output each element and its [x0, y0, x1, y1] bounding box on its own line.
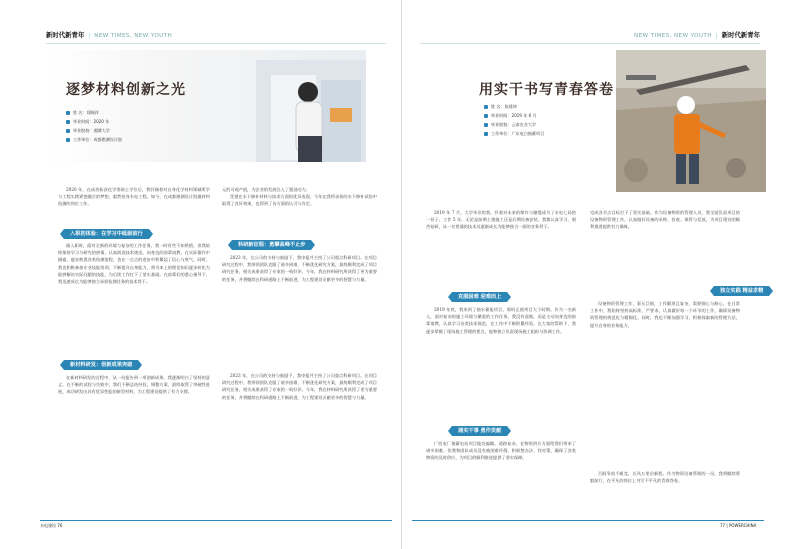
left-hero-image	[46, 50, 366, 162]
left-subheading-2: 新材料研发：创新成果突破	[64, 360, 138, 370]
left-header-sep: |	[88, 33, 91, 39]
left-page-number: 76	[57, 523, 63, 528]
left-header	[46, 30, 172, 39]
right-section-2-body: 广西电厂抽蓄电站项目地处偏僻，道路复杂，在物资供应方面给我们带来了诸多困难。但我和团队成员没有被困难吓倒，积极想办法、找对策，确保了各类物资的及时供应，为项目的顺利推进提供了坚实保障。	[426, 441, 576, 461]
right-footer-mag: POWERCHINA	[728, 523, 757, 528]
left-column-1	[58, 186, 210, 208]
bullet-icon	[66, 138, 70, 142]
right-page-number: 77	[720, 523, 726, 528]
left-subheading-3: 科研新征程：勇攀高峰不止步	[232, 240, 311, 250]
left-info-row: 毕业时间： 2020 年	[66, 117, 122, 126]
right-page	[402, 0, 804, 549]
left-column-2-bottom: 2023 年，在公司的支持与鼓励下，我申报并主持了公司重点科研项目。在项目研究过程中，我带领团队克服了诸多困难，不断优化研究方案，最终顺利完成了项目研究任务，相关成果获得了专家的一致好评。今年，我在材料研究所获得了更为重要的任务，并将继续在科研道路上不断前进，为工程建设贡献更多的智慧与力量。	[222, 373, 377, 400]
right-info-row: 姓 名： 陈建坤	[484, 102, 544, 111]
right-footer-line	[412, 520, 764, 521]
right-section-1-body: 2019 年底，我来到了抽水蓄能项目，那时正值项目大干时期。作为一名新人，面对复杂的施工环境与繁重的工作任务，我没有退缩，而是主动向身边的前辈请教，认真学习各类技术规范，在工作中不断积累经验。在大家的帮助下，我逐步掌握了现场施工管理的要点，能够独立负责现场施工组织与协调工作。	[426, 307, 576, 334]
right-subheading-3: 独立实践 精益求精	[714, 286, 769, 296]
left-section-title: 新时代新青年	[46, 31, 85, 39]
bullet-icon	[484, 123, 488, 127]
right-header-line	[420, 43, 760, 44]
right-header	[634, 30, 760, 39]
left-info-row: 毕业院校： 湘潭大学	[66, 126, 122, 135]
right-hero-image	[616, 50, 766, 192]
right-article-title: 用实干书写青春答卷	[479, 82, 614, 98]
right-header-sep: |	[715, 33, 718, 39]
left-info-row: 姓 名： 翔锡祥	[66, 108, 122, 117]
bullet-icon	[66, 129, 70, 133]
right-info-row: 工作单位： 广东电白抽蓄项目	[484, 129, 544, 138]
right-column-2-top: 完成各节点目标打下了坚实基础。作为设备物资的管理人员，我全面负责项目的设备物资管理工作，认真做好设备的采购、验收、保管与发放，为项目建设的顺利推进提供有力保障。	[590, 210, 740, 230]
left-footer-mag: 水电建设	[40, 523, 56, 528]
right-subheading-1: 克服困难 迎难而上	[452, 292, 507, 302]
bullet-icon	[484, 105, 488, 109]
left-article-title: 逐梦材料创新之光	[66, 82, 186, 98]
right-section-title: 新时代新青年	[721, 31, 761, 39]
right-header-en: NEW TIMES, NEW YOUTH	[634, 33, 712, 39]
left-column-2-top: 元的可观产值，为企业的发展注入了强劲动力。 凭借在水下修补材料与技术方面的优异表现，今年在我所承担的水下修补试验中取得了良好效果，也得到了各方面的认可与肯定。	[222, 187, 377, 207]
right-closing-paragraph: 百舸争流千帆竞，长风万里启新程。作为物资设备管理的一员，我将继续勇毅前行，在平凡的岗位上书写不平凡的青春答卷。	[590, 471, 740, 484]
left-subheading-1: 入职初体验：在学习中砥砺前行	[64, 229, 149, 239]
left-info-row: 工作单位： 成都勘测设计院	[66, 135, 122, 144]
left-header-line	[46, 43, 386, 44]
left-section-3-body: 2023 年，在公司的支持与鼓励下，我申报并主持了公司重点科研项目。在项目研究过程中，我带领团队克服了诸多困难，不断优化研究方案，最终顺利完成了项目研究任务，相关成果获得了专家的一致好评。今年，我在材料研究所获得了更为重要的任务，并将继续在科研道路上不断前进，为工程建设贡献更多的智慧与力量。	[222, 255, 377, 282]
right-info-row: 毕业时间： 2019 年 6 月	[484, 111, 544, 120]
right-subheading-2: 通实干事 勇作贡献	[452, 426, 507, 436]
right-footer: 77 | POWERCHINA	[720, 523, 757, 528]
left-footer-line	[40, 520, 392, 521]
right-column-1-intro: 2019 年 7 月，大学毕业的我，怀着对未来的期许与憧憬成为了水电七局的一份子。工作 5 年，无论是前期土建施工还是后期设备安装，我都认真学习、刻苦钻研，从一名普通的技术员逐渐成长为能够独当一面的业务骨干。	[426, 210, 576, 230]
left-header-en: NEW TIMES, NEW YOUTH	[94, 33, 173, 39]
right-author-info	[484, 102, 544, 138]
left-section-1-body: 刚入职时，面对全新的环境与复杂的工作任务，我一时有些不知所措。但我始终保持学习与研究的热情，认真阅读技术规范，向身边的前辈请教，在实际操作中摸索，逐步熟悉各类检测流程，也在一点点的进步中积累起了信心与底气。同时，我也积极参加专业技能培训，不断提升自身能力，将书本上的理论知识逐步转化为能够解决实际问题的技能，为后续工作打下了坚实基础。在前辈们的悉心指导下，我迅速成长为能够独立承担检测任务的技术骨干。	[58, 243, 210, 285]
left-author-info	[66, 108, 122, 144]
left-intro-paragraph: 2020 年，在成功斩获化学类硕士学位后，我怀揣着对自身化学材料领域所学与工程实践紧密融合的梦想，毅然投身水电工程。如今，在成都勘测设计院做材料检测的岗位工作。	[58, 187, 210, 207]
right-section-3-body: 设备物资管理工作，事无巨细，工作繁琐且复杂，需要细心与耐心。在日常工作中，我始终坚持高标准、严要求，认真做好每一个环节的工作，确保设备物资管理的规范化与精细化。同时，我也不断加强学习，积极探索新的管理方法，提升自身的业务能力。	[590, 301, 740, 328]
bullet-icon	[66, 120, 70, 124]
bullet-icon	[66, 111, 70, 115]
left-footer	[40, 523, 62, 529]
right-info-row: 毕业院校： 云南农业大学	[484, 120, 544, 129]
bullet-icon	[484, 114, 488, 118]
left-section-2-body: 在新材料研发的过程中，从一份报告到一项创新成果，我逐渐明白了坚持的意义。在不断的试验与失败中，我们不断总结经验，调整方案，最终取得了突破性进展，成功研发出具有优异性能的新型材料，为工程建设提供了有力支撑。	[58, 375, 210, 395]
bullet-icon	[484, 132, 488, 136]
